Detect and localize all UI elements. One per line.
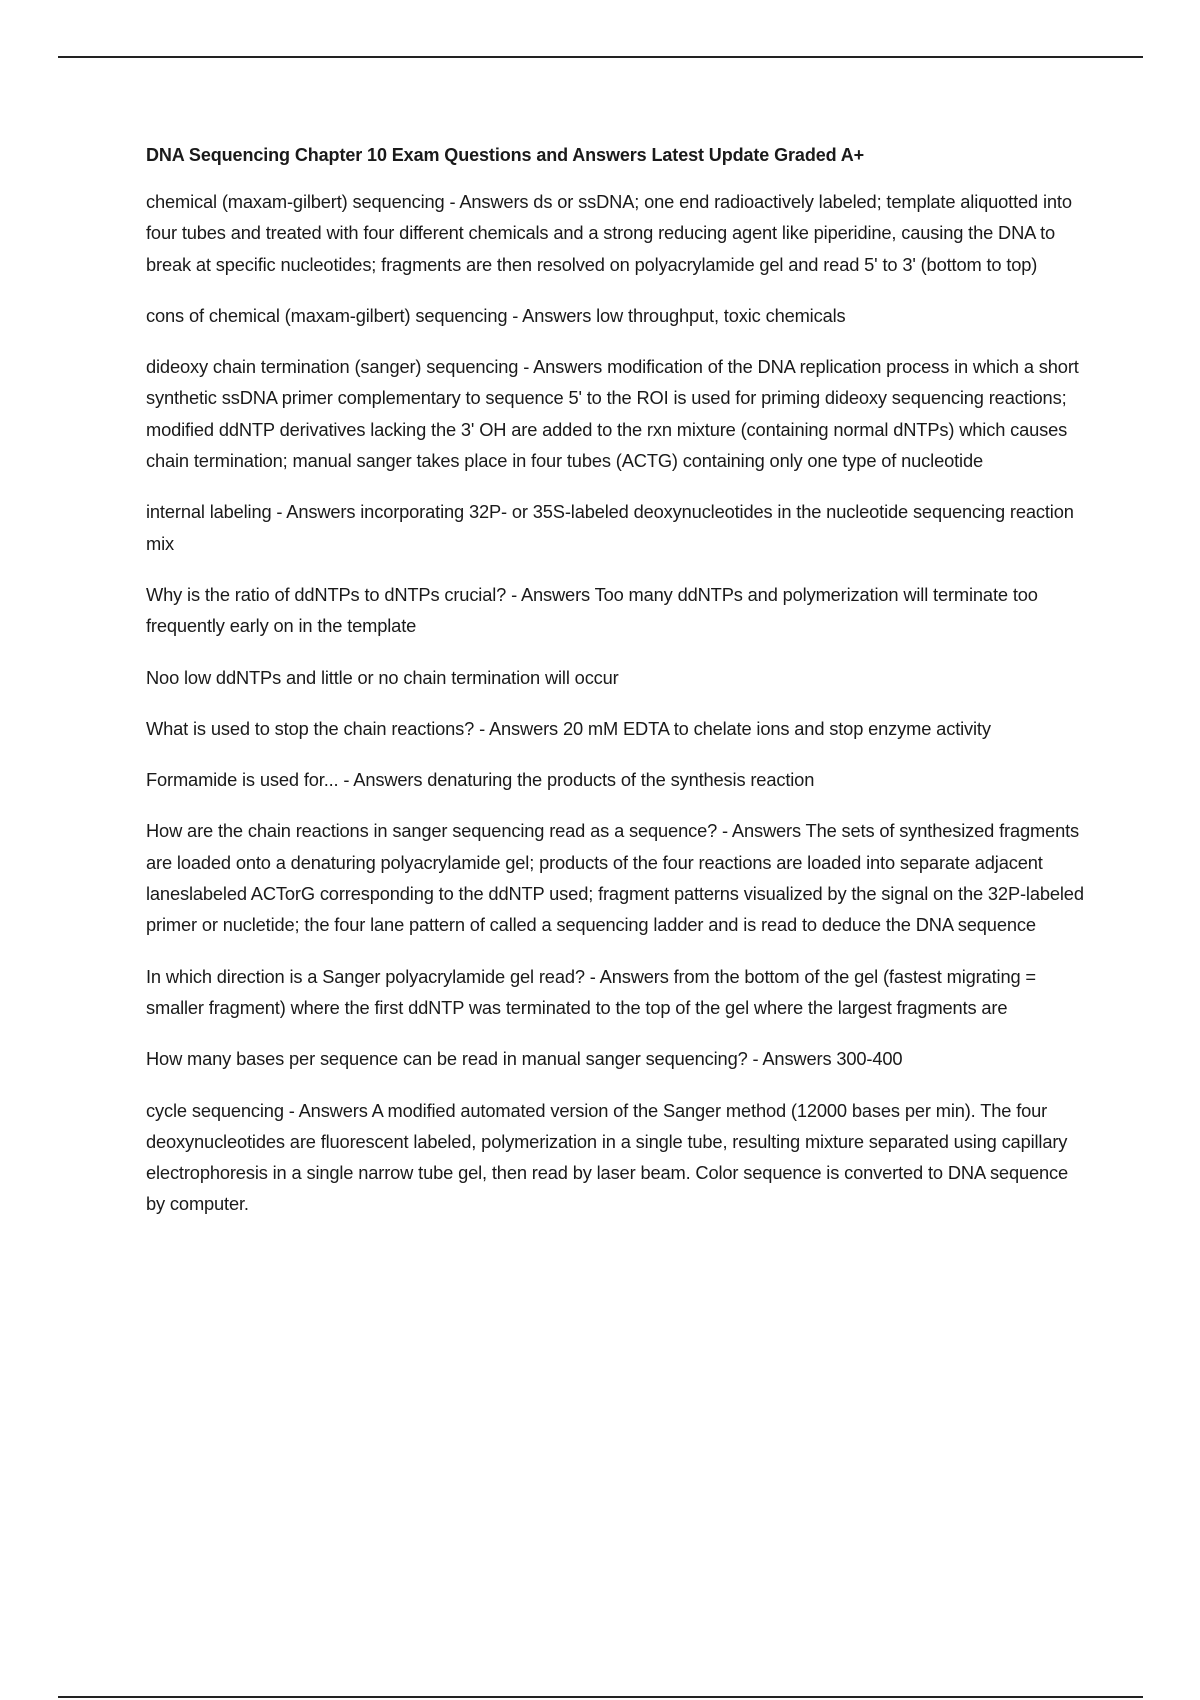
qa-item: cons of chemical (maxam-gilbert) sequencing - Answers low throughput, toxic chemicals (146, 304, 846, 326)
qa-item: What is used to stop the chain reactions? - Answers 20 mM EDTA to chelate ions and stop enzyme activity (146, 717, 991, 739)
qa-item: dideoxy chain termination (sanger) sequencing - Answers modification of the DNA replication process in which a short synthetic ssDNA primer complementary to sequence 5' to the ROI is used for priming dideoxy sequencing reactions; modified ddNTP derivatives lacking the 3' OH are added to the rxn mixture (containing normal dNTPs) which causes chain termination; manual sanger takes place in four tubes (ACTG) containing only one type of nucleotide (146, 356, 1079, 472)
qa-item: Noo low ddNTPs and little or no chain termination will occur (146, 666, 619, 688)
qa-item: In which direction is a Sanger polyacrylamide gel read? - Answers from the bottom of the gel (fastest migrating = smaller fragment) where the first ddNTP was terminated to the top of the gel where the largest fragments are (146, 965, 1036, 1018)
document-page (146, 142, 1086, 1240)
bottom-rule (58, 1696, 1143, 1698)
qa-item: How many bases per sequence can be read in manual sanger sequencing? - Answers 300-400 (146, 1048, 903, 1070)
qa-item: chemical (maxam-gilbert) sequencing - Answers ds or ssDNA; one end radioactively labeled; template aliquotted into four tubes and treated with four different chemicals and a strong reducing agent like piperidine, causing the DNA to break at specific nucleotides; fragments are then resolved on polyacrylamide gel and read 5' to 3' (bottom to top) (146, 191, 1072, 275)
top-rule (58, 56, 1143, 58)
qa-item: internal labeling - Answers incorporating 32P- or 35S-labeled deoxynucleotides in the nucleotide sequencing reaction mix (146, 501, 1074, 554)
qa-item: How are the chain reactions in sanger sequencing read as a sequence? - Answers The sets of synthesized fragments are loaded onto a denaturing polyacrylamide gel; products of the four reactions are loaded into separate adjacent laneslabeled ACTorG corresponding to the ddNTP used; fragment patterns visualized by the signal on the 32P-labeled primer or nucletide; the four lane pattern of called a sequencing ladder and is read to deduce the DNA sequence (146, 820, 1084, 936)
qa-item: Formamide is used for... - Answers denaturing the products of the synthesis reaction (146, 769, 815, 791)
qa-item: cycle sequencing - Answers A modified automated version of the Sanger method (12000 bases per min). The four deoxynucleotides are fluorescent labeled, polymerization in a single tube, resulting mixture separated using capillary electrophoresis in a single narrow tube gel, then read by laser beam. Color sequence is converted to DNA sequence by computer. (146, 1099, 1069, 1215)
qa-list (146, 186, 1086, 1220)
qa-item: Why is the ratio of ddNTPs to dNTPs crucial? - Answers Too many ddNTPs and polymerization will terminate too frequently early on in the template (146, 583, 1038, 637)
document-title: DNA Sequencing Chapter 10 Exam Questions and Answers Latest Update Graded A+ (146, 145, 865, 165)
